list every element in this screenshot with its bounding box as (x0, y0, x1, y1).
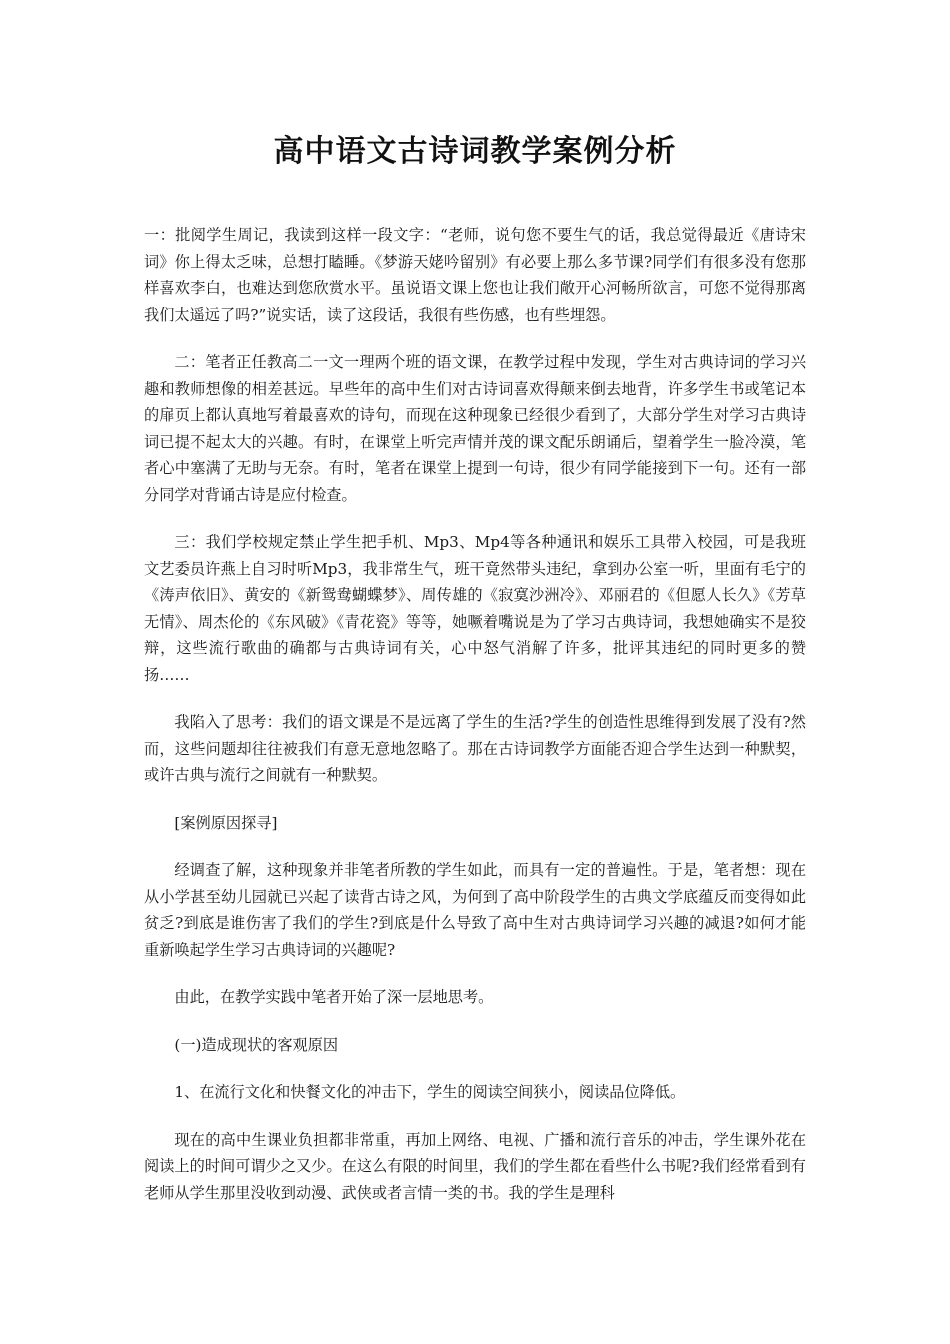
document-body (144, 222, 806, 1227)
paragraph-2: 二：笔者正任教高二一文一理两个班的语文课，在教学过程中发现，学生对古典诗词的学习兴趣和教师想像的相差甚远。早些年的高中生们对古诗词喜欢得颠来倒去地背，许多学生书或笔记本的扉页上都认真地写着最喜欢的诗句，而现在这种现象已经很少看到了，大部分学生对学习古典诗词已提不起太大的兴趣。有时，在课堂上听完声情并茂的课文配乐朗诵后，望着学生一脸冷漠，笔者心中塞满了无助与无奈。有时，笔者在课堂上提到一句诗，很少有同学能接到下一句。还有一部分同学对背诵古诗是应付检查。 (144, 353, 806, 504)
paragraph-1: 一：批阅学生周记，我读到这样一段文字：“老师，说句您不要生气的话，我总觉得最近《唐诗宋词》你上得太乏味，总想打瞌睡。《梦游天姥吟留别》有必要上那么多节课?同学们有很多没有您那样喜欢李白，也难达到您欣赏水平。虽说语文课上您也让我们敞开心河畅所欲言，可您不觉得那离我们太遥远了吗?”说实话，读了这段话，我很有些伤感，也有些埋怨。 (144, 226, 806, 324)
paragraph-3: 三：我们学校规定禁止学生把手机、Mp3、Mp4等各种通讯和娱乐工具带入校园，可是我班文艺委员许燕上自习时听Mp3，我非常生气，班干竟然带头违纪，拿到办公室一听，里面有毛宁的《涛声依旧》、黄安的《新鸳鸯蝴蝶梦》、周传雄的《寂寞沙洲冷》、邓丽君的《但愿人长久》《芳草无情》、周杰伦的《东风破》《青花瓷》等等，她噘着嘴说是为了学习古典诗词，我想她确实不是狡辩，这些流行歌曲的确都与古典诗词有关，心中怒气消解了许多，批评其违纪的同时更多的赞扬…… (144, 533, 806, 684)
paragraph-6: 由此，在教学实践中笔者开始了深一层地思考。 (174, 988, 494, 1006)
document-title: 高中语文古诗词教学案例分析 (273, 134, 677, 169)
subheading-objective-reasons: (一)造成现状的客观原因 (174, 1035, 339, 1054)
point-heading-1: 1、在流行文化和快餐文化的冲击下，学生的阅读空间狭小，阅读品位降低。 (174, 1083, 686, 1101)
section-heading-case-reasons: [案例原因探寻] (174, 813, 278, 832)
paragraph-4: 我陷入了思考：我们的语文课是不是远离了学生的生活?学生的创造性思维得到发展了没有?然而，这些问题却往往被我们有意无意地忽略了。那在古诗词教学方面能否迎合学生达到一种默契，或许古典与流行之间就有一种默契。 (144, 713, 806, 784)
paragraph-7: 现在的高中生课业负担都非常重，再加上网络、电视、广播和流行音乐的冲击，学生课外花在阅读上的时间可谓少之又少。在这么有限的时间里，我们的学生都在看些什么书呢?我们经常看到有老师从学生那里没收到动漫、武侠或者言情一类的书。我的学生是理科 (144, 1130, 806, 1202)
paragraph-5: 经调查了解，这种现象并非笔者所教的学生如此，而具有一定的普遍性。于是，笔者想：现在从小学甚至幼儿园就已兴起了读背古诗之风，为何到了高中阶段学生的古典文学底蕴反而变得如此贫乏?到底是谁伤害了我们的学生?到底是什么导致了高中生对古典诗词学习兴趣的减退?如何才能重新唤起学生学习古典诗词的兴趣呢? (144, 861, 806, 959)
